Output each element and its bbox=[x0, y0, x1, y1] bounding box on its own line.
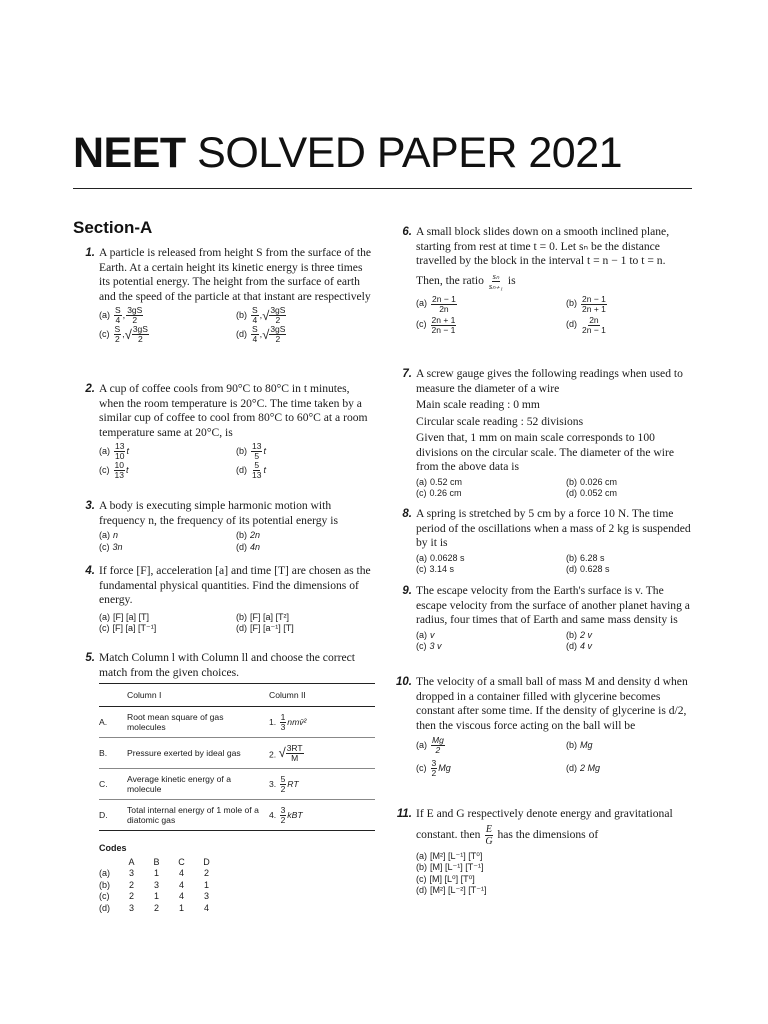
fraction-line: constant. then $\frac{E}{G}$ has the dimensions of bbox=[416, 823, 599, 847]
question-number: 3. bbox=[85, 500, 95, 512]
page-title bbox=[73, 129, 622, 178]
option-a[interactable]: (a) 0.0628 s bbox=[416, 552, 465, 563]
question-5 bbox=[85, 651, 379, 680]
option-c[interactable]: (c) 3 v bbox=[416, 641, 442, 651]
option-c[interactable]: (c) 0.26 cm bbox=[416, 488, 462, 498]
options bbox=[416, 736, 694, 778]
options bbox=[99, 442, 374, 480]
code-option-c[interactable]: (c) 2 1 4 3 bbox=[99, 891, 209, 901]
option-a[interactable]: (a) $\frac{S}{4}$ , $\frac{3gS}{2}$ bbox=[99, 305, 143, 325]
question-text: A spring is stretched by 5 cm by a force 10 N. The time period of the oscillations when a mass of 2 kg is suspended by it is bbox=[416, 507, 691, 549]
question-9 bbox=[402, 584, 694, 653]
option-b[interactable]: (b) 2 v bbox=[566, 629, 593, 640]
option-a[interactable]: (a) [F] [a] [T] bbox=[99, 611, 150, 622]
title-rule bbox=[73, 188, 692, 189]
table-header bbox=[99, 684, 375, 707]
question-number: 5. bbox=[85, 652, 95, 664]
section-heading: Section-A bbox=[73, 218, 153, 237]
code-option-a[interactable]: (a) 3 1 4 2 bbox=[99, 868, 209, 878]
question-text: A cup of coffee cools from 90°C to 80°C in t minutes, when the room temperature is 20°C. The time taken by a similar cup of coffee to cool from 80°C to 60°C at a room temperature same at 20°C, is bbox=[99, 382, 368, 439]
question-number: 6. bbox=[402, 226, 412, 238]
option-a[interactable]: (a) $\frac{13}{10}$ t bbox=[99, 441, 129, 461]
question-text: The escape velocity from the Earth's surface is v. The escape velocity from the surface of another planet having a radius, four times that of Earth and same mass density is bbox=[416, 584, 690, 626]
options bbox=[99, 306, 374, 344]
option-a[interactable]: (a) n bbox=[99, 530, 119, 540]
table-row: D. Total internal energy of 1 mole of a diatomic gas 4. $\frac{3}{2}$ kBT bbox=[99, 800, 375, 831]
question-number: 10. bbox=[396, 676, 412, 688]
codes-label: Codes bbox=[99, 843, 127, 853]
option-a[interactable]: (a) v bbox=[416, 629, 435, 640]
option-d[interactable]: (d) 4n bbox=[236, 541, 261, 552]
question-7: 7. A screw gauge gives the following readings when used to measure the diameter of a wire Main scale reading : 0 mm Circular scale reading : 52 divisions Given that, 1 mm on main scale corresponds to 100 divisions on the circular scale. The diameter of the wire from the above data is (a) 0.52 cm (b) 0.026 cm (c) 0.26 cm (d) 0.052 cm bbox=[416, 367, 694, 500]
options bbox=[99, 530, 374, 553]
question-number: 8. bbox=[402, 508, 412, 520]
options bbox=[416, 630, 694, 653]
question-3 bbox=[85, 499, 374, 553]
option-c[interactable]: (c) [F] [a] [T⁻¹] bbox=[99, 623, 157, 633]
question-2 bbox=[85, 382, 374, 480]
option-d[interactable]: (d) 2 Mg bbox=[566, 762, 601, 773]
options bbox=[416, 851, 694, 897]
question-number: 11. bbox=[396, 808, 412, 820]
question-1 bbox=[85, 246, 374, 344]
option-d[interactable]: (d) 4 v bbox=[566, 641, 593, 651]
option-b[interactable]: (b) 2n bbox=[236, 530, 261, 540]
question-text: The velocity of a small ball of mass M and density d when dropped in a container filled with glycerine becomes constant after some time. If the density of glycerine is d/2, then the viscous force acting on the ball will be bbox=[416, 675, 688, 732]
option-a[interactable]: (a) 0.52 cm bbox=[416, 476, 463, 487]
options bbox=[99, 612, 374, 635]
ratio-line: Then, the ratio $\frac{\text{sₙ}}{\text{sₙ₊₁}}$ is bbox=[416, 270, 516, 291]
question-number: 1. bbox=[85, 247, 95, 259]
table-row: C. Average kinetic energy of a molecule 3. $\frac{5}{2}$ RT bbox=[99, 769, 375, 800]
option-d[interactable]: (d) 0.052 cm bbox=[566, 488, 618, 498]
question-number: 4. bbox=[85, 565, 95, 577]
options bbox=[416, 553, 694, 576]
option-d[interactable]: (d) $\frac{S}{4}$ , √ $\frac{3gS}{2}$ bbox=[236, 324, 286, 344]
question-number: 2. bbox=[85, 383, 95, 395]
option-c[interactable]: (c) $\frac{3}{2}$ Mg bbox=[416, 758, 451, 778]
question-10 bbox=[396, 675, 694, 778]
question-number: 7. bbox=[402, 368, 412, 380]
option-d[interactable]: (d) [F] [a⁻¹] [T] bbox=[236, 623, 294, 633]
match-table bbox=[99, 683, 375, 831]
option-b[interactable]: (b) 0.026 cm bbox=[566, 476, 618, 487]
option-c[interactable]: (c) [M] [L⁰] [T⁰] bbox=[416, 873, 475, 884]
options bbox=[416, 477, 694, 500]
option-a[interactable]: (a) $\frac{2n - 1}{2n}$ bbox=[416, 293, 456, 314]
option-d[interactable]: (d) $\frac{5}{13}$ t bbox=[236, 460, 266, 480]
title-rest: SOLVED PAPER 2021 bbox=[185, 129, 623, 177]
codes-block bbox=[99, 843, 219, 914]
question-text: Match Column l with Column ll and choose the correct match from the given choices. bbox=[99, 651, 355, 679]
column-1-header: Column I bbox=[127, 690, 162, 700]
option-a[interactable]: (a) [M²] [L⁻¹] [T⁰] bbox=[416, 850, 483, 861]
option-b[interactable]: (b) $\frac{S}{4}$ , √ $\frac{3gS}{2}$ bbox=[236, 305, 286, 325]
option-c[interactable]: (c) $\frac{S}{2}$ , √ $\frac{3gS}{2}$ bbox=[99, 324, 148, 344]
question-text: If force [F], acceleration [a] and time [T] are chosen as the fundamental physical quantities. Find the dimensions of energy. bbox=[99, 564, 371, 606]
option-a[interactable]: (a) $\frac{Mg}{2}$ bbox=[416, 735, 444, 755]
codes-header: A B C D bbox=[128, 856, 210, 867]
option-c[interactable]: (c) $\frac{2n + 1}{2n - 1}$ bbox=[416, 314, 456, 335]
table-row: A. Root mean square of gas molecules 1. $\frac{1}{3}$ nmv̄² bbox=[99, 707, 375, 738]
question-4 bbox=[85, 564, 374, 635]
code-option-b[interactable]: (b) 2 3 4 1 bbox=[99, 879, 209, 890]
option-c[interactable]: (c) $\frac{10}{13}$ t bbox=[99, 460, 129, 480]
option-b[interactable]: (b) $\frac{13}{5}$ t bbox=[236, 441, 266, 461]
question-text: A particle is released from height S from the surface of the Earth. At a certain height its kinetic energy is three times its potential energy. The height from the surface of earth and the speed of the particle at that instant are respectively bbox=[99, 246, 372, 303]
question-11: 11. If E and G respectively denote energy and gravitational constant. then $\frac{E}{G}$ has the dimensions of (a) [M²] [L⁻¹] [T⁰] (b) [M] [L⁻¹] [T⁻¹] (c) [M] [L⁰] [T⁰] (d) [M²] [L⁻²] [T⁻¹] bbox=[416, 807, 694, 897]
option-d[interactable]: (d) [M²] [L⁻²] [T⁻¹] bbox=[416, 885, 487, 895]
column-2-header: Column II bbox=[269, 690, 306, 700]
option-b[interactable]: (b) 6.28 s bbox=[566, 552, 605, 563]
option-b[interactable]: (b) Mg bbox=[566, 739, 593, 750]
option-b[interactable]: (b) $\frac{2n - 1}{2n + 1}$ bbox=[566, 293, 606, 314]
codes-table bbox=[99, 857, 219, 915]
option-d[interactable]: (d) $\frac{2n}{2n - 1}$ bbox=[566, 314, 606, 335]
question-text: A body is executing simple harmonic motion with frequency n, the frequency of its potential energy is bbox=[99, 499, 338, 527]
table-row: B. Pressure exerted by ideal gas 2. √ $\frac{3RT}{M}$ bbox=[99, 738, 375, 769]
title-bold: NEET bbox=[73, 129, 186, 177]
option-b[interactable]: (b) [M] [L⁻¹] [T⁻¹] bbox=[416, 862, 484, 872]
code-option-d[interactable]: (d) 3 2 1 4 bbox=[99, 902, 209, 913]
option-c[interactable]: (c) 3.14 s bbox=[416, 564, 455, 574]
option-c[interactable]: (c) 3n bbox=[99, 541, 123, 552]
options bbox=[416, 295, 694, 335]
option-d[interactable]: (d) 0.628 s bbox=[566, 564, 610, 574]
question-8 bbox=[402, 507, 694, 576]
option-b[interactable]: (b) [F] [a] [T²] bbox=[236, 611, 290, 622]
question-6: 6. A small block slides down on a smooth inclined plane, starting from rest at time t = 0. Let sₙ be the distance travelled by the block in the interval t = n − 1 to t = n. Then, the ratio $\frac{\text{sₙ}}{\text{sₙ₊₁}}$ is (a) $\frac{2n - 1}{2n}$ (b) $\frac{2n - 1}{2n + 1}$ (c) $\frac{2n + 1}{2n - 1}$ (d) $\frac{2n}{2n - 1}$ bbox=[416, 225, 694, 335]
question-number: 9. bbox=[402, 585, 412, 597]
